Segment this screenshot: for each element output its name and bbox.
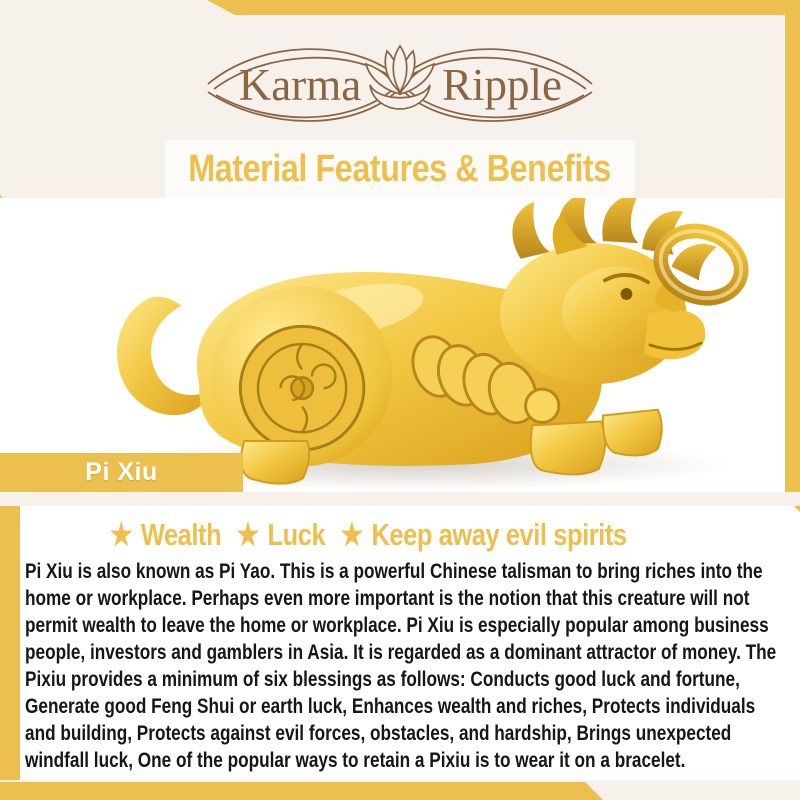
brand-logo [200, 30, 600, 130]
product-description: Pi Xiu is also known as Pi Yao. This is a powerful Chinese talisman to bring riches into the home or workplace. Perhaps even more important is the notion that this creature will not permit wealth to leave the home or workplace. Pi Xiu is especially popular among business people, investors and gamblers in Asia. It is regarded as a dominant attractor of money. The Pixiu provides a minimum of six blessings as follows: Conducts good luck and fortune, Generate good Feng Shui or earth luck, Enhances wealth and riches, Protects individuals and building, Protects against evil forces, obstacles, and hardship, Brings unexpected windfall luck, One of the popular ways to retain a Pixiu is to wear it on a bracelet. [25, 559, 777, 772]
divider-strip [0, 492, 800, 506]
section-heading-box [165, 140, 635, 198]
lotus-icon [366, 46, 434, 109]
gold-frame-top [207, 0, 800, 15]
coin-medallion [240, 326, 363, 449]
section-heading: Material Features & Benefits [188, 147, 612, 190]
logo-graphic [200, 30, 600, 130]
benefit-luck: Luck [267, 517, 326, 552]
brand-name-left: Karma [238, 60, 362, 110]
benefits-line [0, 517, 764, 553]
star-icon: ★ [340, 517, 364, 552]
brand-name-right: Ripple [442, 60, 562, 110]
gold-frame-right [785, 0, 800, 512]
product-photo-area [0, 198, 784, 492]
pixiu-pendant-image [40, 198, 770, 492]
pendant-tail [117, 297, 211, 415]
star-icon: ★ [236, 517, 260, 552]
product-label: Pi Xiu [85, 458, 158, 486]
benefit-protection: Keep away evil spirits [371, 517, 627, 552]
star-icon: ★ [109, 517, 133, 552]
product-label-band [0, 453, 243, 492]
benefit-wealth: Wealth [140, 517, 222, 552]
gold-frame-bottom [0, 782, 603, 800]
